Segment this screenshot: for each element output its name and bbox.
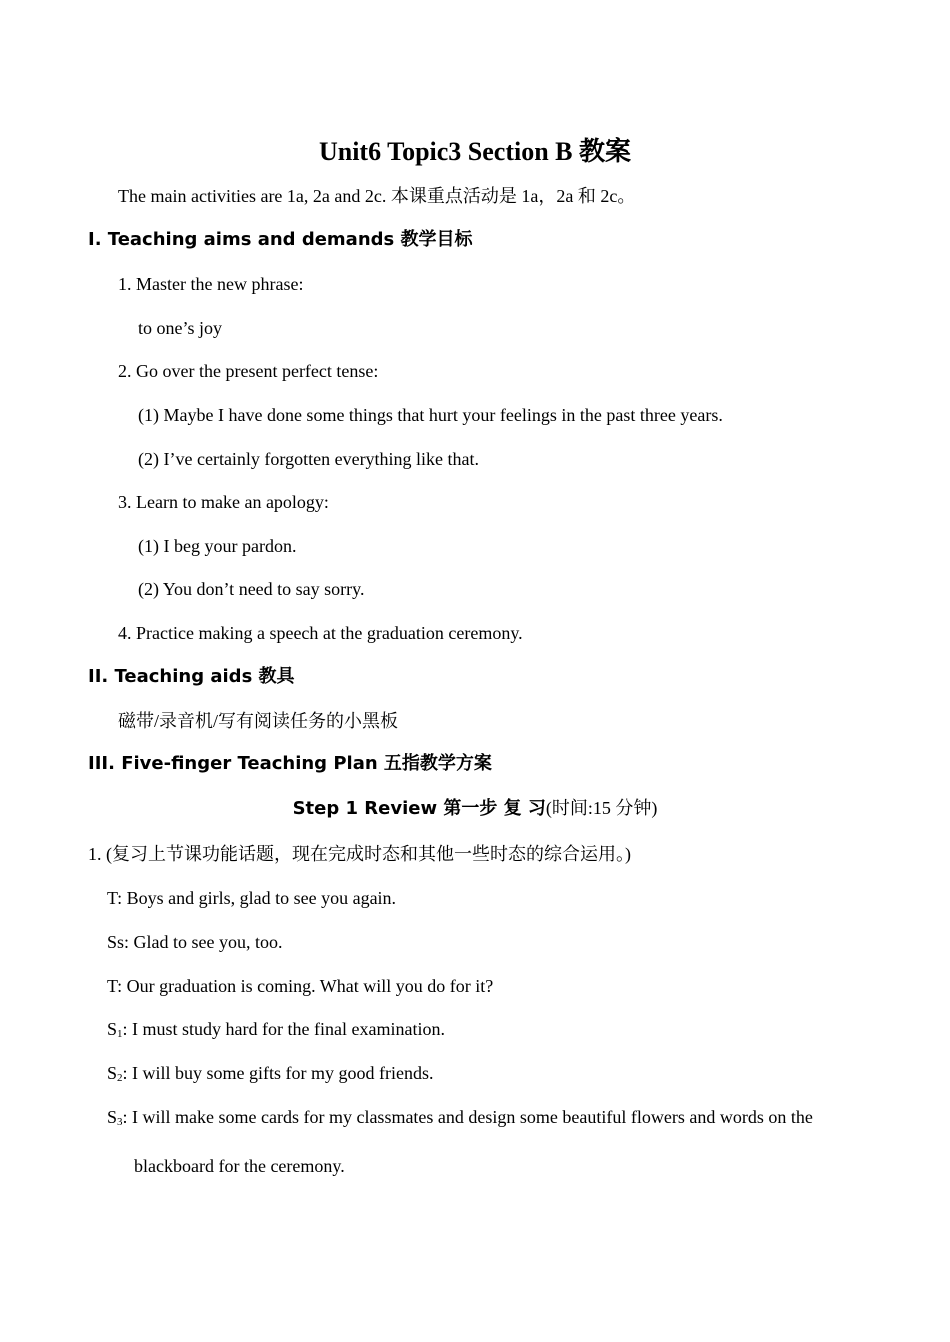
intro-text: The main activities are 1a, 2a and 2c. 本课重点活动是 1a，2a 和 2c。 <box>118 186 636 206</box>
aim-item-2: 2. Go over the present perfect tense: <box>118 361 379 381</box>
aim-item-2-example-2: (2) I’ve certainly forgotten everything like that. <box>138 449 480 469</box>
aim-item-2-example-1: (1) Maybe I have done some things that hurt your feelings in the past three years. <box>138 405 723 425</box>
speaker-label: S <box>107 1063 118 1083</box>
dialogue-teacher-1: T: Boys and girls, glad to see you again. <box>107 888 397 908</box>
dialogue-text: : I will make some cards for my classmates and design some beautiful flowers and words on the <box>122 1107 813 1127</box>
document-title: Unit6 Topic3 Section B 教案 <box>318 137 632 166</box>
speaker-number: 2 <box>117 1072 123 1084</box>
dialogue-text: : I must study hard for the final examination. <box>122 1019 445 1039</box>
aim-item-3: 3. Learn to make an apology: <box>118 492 329 512</box>
dialogue-students-1: Ss: Glad to see you, too. <box>107 932 283 952</box>
speaker-number: 1 <box>117 1028 123 1040</box>
aim-item-1-phrase: to one’s joy <box>138 318 222 338</box>
section-heading-teaching-plan: III. Five-finger Teaching Plan 五指教学方案 <box>88 753 492 774</box>
speaker-label: S <box>107 1019 118 1039</box>
review-point-1: 1. (复习上节课功能话题，现在完成时态和其他一些时态的综合运用。) <box>88 844 631 864</box>
step-1-heading <box>0 797 950 820</box>
aim-item-3-example-1: (1) I beg your pardon. <box>138 536 297 556</box>
dialogue-student-1 <box>107 1018 445 1040</box>
step-1-title: Step 1 Review 第一步 复 习 <box>292 798 546 819</box>
dialogue-student-3 <box>107 1106 813 1128</box>
section-heading-teaching-aims: I. Teaching aims and demands 教学目标 <box>88 229 473 250</box>
dialogue-teacher-2: T: Our graduation is coming. What will you do for it? <box>107 976 494 996</box>
step-1-time: (时间:15 分钟) <box>545 798 658 818</box>
dialogue-student-2 <box>107 1062 433 1084</box>
aim-item-3-example-2: (2) You don’t need to say sorry. <box>138 579 365 599</box>
speaker-number: 3 <box>117 1116 123 1128</box>
dialogue-student-3-continued: blackboard for the ceremony. <box>134 1156 345 1176</box>
aim-item-4: 4. Practice making a speech at the graduation ceremony. <box>118 623 523 643</box>
speaker-label: S <box>107 1107 118 1127</box>
aim-item-1: 1. Master the new phrase: <box>118 274 304 294</box>
section-heading-teaching-aids: II. Teaching aids 教具 <box>88 666 295 687</box>
teaching-aids-content: 磁带/录音机/写有阅读任务的小黑板 <box>118 711 399 731</box>
dialogue-text: : I will buy some gifts for my good friends. <box>122 1063 434 1083</box>
